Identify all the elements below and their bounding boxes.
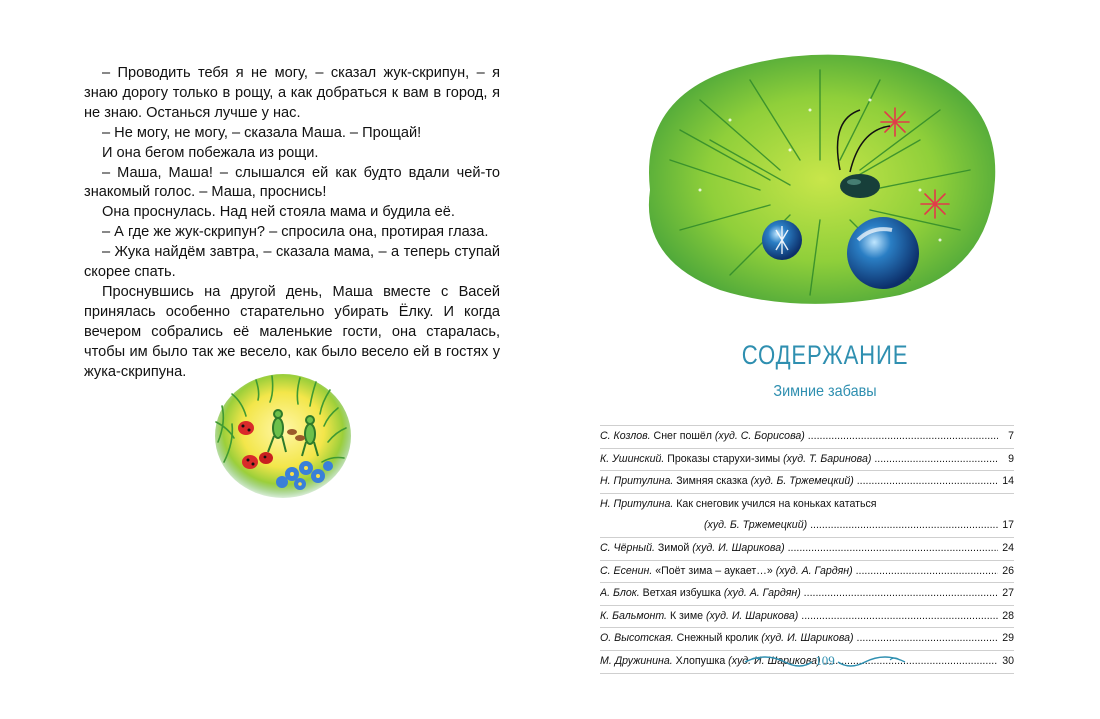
story-paragraph: – Маша, Маша! – слышался ей как будто вдали чей-то знакомый голос. – Маша, проснись! (84, 164, 500, 201)
contents-list (600, 425, 1014, 674)
contents-title: СОДЕРЖАНИЕ (741, 340, 909, 370)
toc-page-number: 9 (1006, 449, 1014, 471)
page-folio (550, 650, 1100, 674)
toc-author: Н. Притулина. (600, 497, 674, 510)
toc-illustrator: (худ. Т. Баринова) (783, 452, 872, 465)
toc-illustrator: (худ. И. Шарикова) (761, 632, 854, 645)
story-paragraph: Она проснулась. Над ней стояла мама и будила её. (102, 204, 455, 221)
toc-author: С. Чёрный. (600, 541, 655, 554)
toc-page-number: 7 (1006, 426, 1014, 448)
story-paragraph: – Жука найдём завтра, – сказала мама, – а теперь ступай скорее спать. (84, 244, 500, 281)
story-paragraph: – Не могу, не могу, – сказала Маша. – Прощай! (102, 124, 422, 141)
toc-illustrator: (худ. А. Гардян) (775, 564, 853, 577)
toc-entry[interactable] (600, 605, 1014, 628)
toc-page-number: 30 (1000, 651, 1014, 673)
toc-work-title: Снег пошёл (653, 430, 712, 442)
toc-author: Н. Притулина. (600, 475, 674, 488)
toc-illustrator: (худ. С. Борисова) (714, 430, 805, 442)
toc-page-number: 26 (1000, 561, 1014, 583)
toc-author: С. Козлов. (600, 430, 651, 442)
toc-entry-continued[interactable] (600, 515, 1014, 537)
story-text (84, 64, 500, 383)
toc-illustrator: (худ. И. Шарикова) (692, 541, 785, 554)
toc-page-number: 27 (1000, 583, 1014, 605)
toc-author: С. Есенин. (600, 564, 653, 577)
toc-entry[interactable] (600, 627, 1014, 650)
toc-page-number: 17 (1000, 515, 1014, 537)
fir-branch-ornaments-illustration (610, 40, 1010, 312)
toc-work-title: Хлопушка (675, 654, 726, 667)
story-paragraph: Проснувшись на другой день, Маша вместе с Васей принялась особенно старательно убирать Ёлку. И когда вечером собрались её маленькие гости, она старалась, чтобы им было так же весело, как было весело ей в гостях у жука-скрипуна. (84, 283, 500, 380)
toc-work-title: Снежный кролик (676, 632, 759, 645)
toc-entry[interactable] (600, 425, 1014, 448)
toc-work-title: К зиме (669, 609, 704, 622)
toc-author: К. Бальмонт. (600, 609, 667, 622)
grass-insects-illustration (212, 372, 354, 500)
toc-illustrator: (худ. А. Гардян) (723, 587, 801, 600)
toc-illustrator: (худ. И. Шарикова) (728, 654, 821, 667)
toc-work-title: Зимой (657, 541, 690, 554)
story-paragraph: И она бегом побежала из рощи. (102, 144, 319, 161)
toc-work-title: Как снеговик учился на коньках кататься (676, 497, 877, 510)
toc-author: К. Ушинский. (600, 452, 665, 465)
toc-author: А. Блок. (600, 587, 640, 600)
toc-page-number: 14 (1000, 471, 1014, 493)
toc-illustrator: (худ. Б. Тржемецкий) (704, 519, 808, 532)
toc-entry[interactable] (600, 470, 1014, 493)
toc-entry[interactable] (600, 493, 1014, 516)
toc-illustrator: (худ. И. Шарикова) (705, 609, 799, 622)
toc-entry[interactable] (600, 560, 1014, 583)
toc-work-title: Ветхая избушка (642, 587, 721, 600)
toc-work-title: «Поёт зима – аукает…» (655, 564, 773, 577)
toc-page-number: 24 (1000, 538, 1014, 560)
toc-author: М. Дружинина. (600, 654, 673, 667)
story-paragraph: – А где же жук-скрипун? – спросила она, протирая глаза. (102, 224, 489, 241)
page-number: 109 (815, 653, 835, 668)
toc-page-number: 29 (1000, 628, 1014, 650)
toc-entry[interactable] (600, 537, 1014, 560)
toc-page-number: 28 (1000, 606, 1014, 628)
toc-entry[interactable] (600, 582, 1014, 605)
right-page (550, 0, 1100, 719)
toc-author: О. Высотская. (600, 632, 674, 645)
toc-entry[interactable] (600, 448, 1014, 471)
toc-work-title: Зимняя сказка (676, 475, 748, 488)
contents-section-title: Зимние забавы (773, 383, 877, 400)
toc-illustrator: (худ. Б. Тржемецкий) (750, 475, 854, 488)
toc-work-title: Проказы старухи-зимы (667, 452, 781, 465)
story-paragraph: – Проводить тебя я не могу, – сказал жук-скрипун, – я знаю дорогу только в рощу, а как добраться к вам в город, я не знаю. Останься лучше у нас. (84, 65, 500, 121)
